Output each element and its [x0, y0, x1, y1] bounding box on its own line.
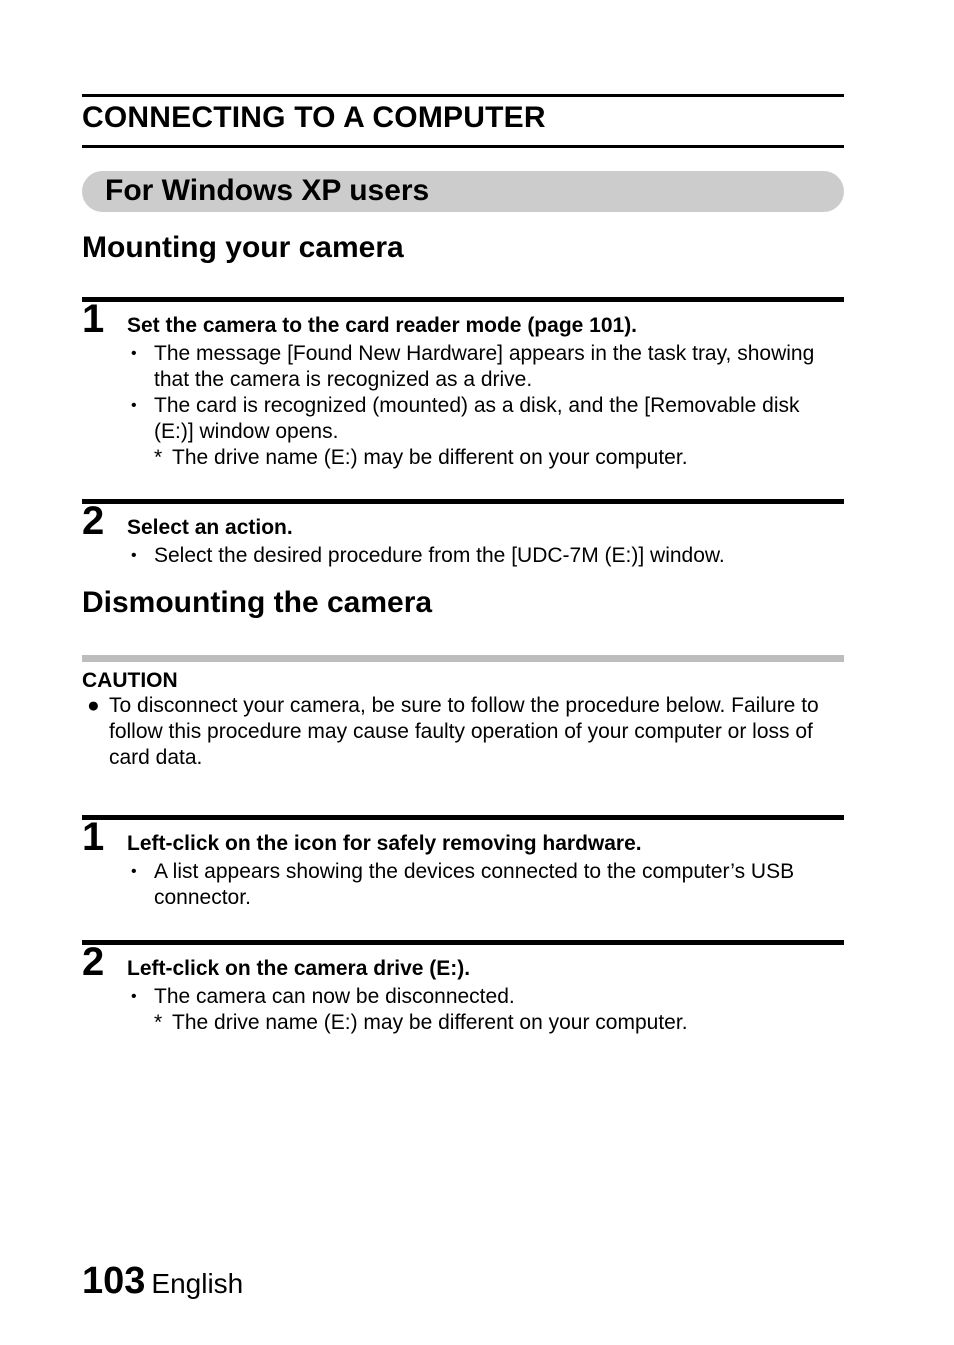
dismounting-step-2 [82, 940, 844, 1034]
section-title: For Windows XP users [105, 174, 430, 207]
list-item: • A list appears showing the devices connected to the computer’s USB connector. [131, 860, 795, 909]
bullet-icon: • [131, 547, 137, 564]
step-bullets [127, 341, 844, 471]
step-note: * The drive name (E:) may be different on your computer. [154, 446, 688, 469]
step-heading: Set the camera to the card reader mode (page 101). [127, 314, 638, 337]
asterisk-icon: * [154, 446, 163, 469]
chapter-title: CONNECTING TO A COMPUTER [82, 101, 546, 134]
caution-rule [82, 655, 844, 662]
page-footer [82, 1260, 243, 1303]
step-rule [82, 499, 844, 504]
list-item: ● To disconnect your camera, be sure to follow the procedure below. Failure to follow this procedure may cause faulty operation of your computer or loss of card data. [87, 694, 819, 769]
step-number: 2 [82, 499, 105, 543]
step-heading: Left-click on the icon for safely removing hardware. [127, 832, 642, 855]
step-bullets [127, 543, 844, 569]
bullet-icon: • [131, 863, 137, 880]
step-number: 2 [82, 940, 105, 984]
list-item: • The card is recognized (mounted) as a disk, and the [Removable disk (E:)] window opens. [131, 394, 800, 443]
step-number: 1 [82, 815, 105, 859]
step-rule [82, 297, 844, 302]
caution-list [82, 693, 844, 771]
bullet-icon: • [131, 345, 137, 362]
list-item: • The message [Found New Hardware] appears in the task tray, showing that the camera is recognized as a drive. [131, 342, 815, 391]
dismounting-title: Dismounting the camera [82, 586, 433, 619]
dismounting-step-1 [82, 815, 844, 909]
step-heading: Select an action. [127, 516, 293, 539]
page-number: 103 [82, 1260, 146, 1302]
section-banner [82, 171, 844, 212]
bullet-icon: • [131, 988, 137, 1005]
mounting-step-1 [82, 297, 844, 469]
list-item: • Select the desired procedure from the [UDC-7M (E:)] window. [131, 544, 725, 567]
chapter-rule-top [82, 94, 844, 97]
asterisk-icon: * [154, 1011, 163, 1034]
step-bullets [127, 859, 844, 911]
step-note: * The drive name (E:) may be different on your computer. [154, 1011, 688, 1034]
bullet-icon: ● [87, 694, 100, 717]
bullet-icon: • [131, 397, 137, 414]
list-item: • The camera can now be disconnected. [131, 985, 515, 1008]
step-heading: Left-click on the camera drive (E:). [127, 957, 471, 980]
step-rule [82, 815, 844, 820]
chapter-rule-bottom [82, 145, 844, 148]
step-number: 1 [82, 297, 105, 341]
step-rule [82, 940, 844, 945]
step-bullets [127, 984, 844, 1036]
mounting-title: Mounting your camera [82, 231, 404, 264]
page-language: English [151, 1268, 244, 1299]
caution-title: CAUTION [82, 669, 178, 692]
mounting-step-2 [82, 499, 844, 567]
